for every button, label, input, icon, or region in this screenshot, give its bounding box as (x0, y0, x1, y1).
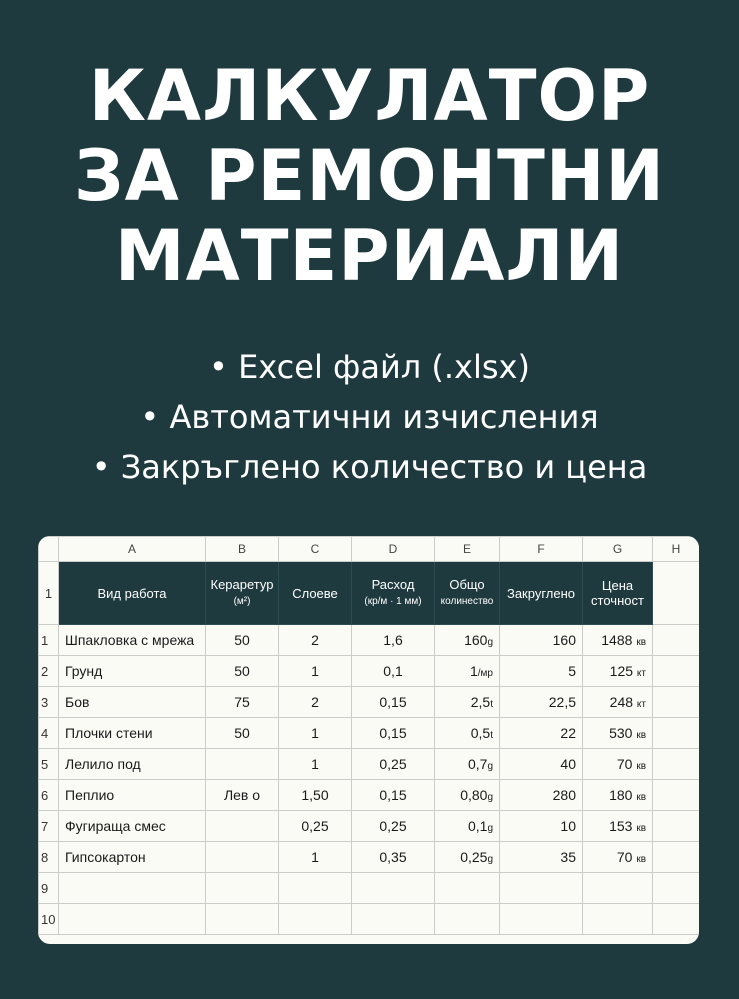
feature-item: • Excel файл (.xlsx) (209, 348, 530, 386)
table-row (39, 749, 700, 780)
cell-total[interactable] (435, 842, 500, 873)
feature-list (0, 342, 739, 492)
total-value: 160 (464, 632, 488, 648)
row-number[interactable]: 10 (39, 904, 59, 935)
cell-area[interactable] (206, 904, 279, 935)
cell-layers[interactable]: 1 (279, 842, 352, 873)
cell-rounded[interactable]: 280 (500, 780, 583, 811)
cell-consumption[interactable]: 0,15 (352, 718, 435, 749)
header-cell-rounded[interactable] (500, 562, 583, 625)
column-header-b[interactable]: B (206, 537, 279, 562)
cell-empty[interactable] (653, 656, 700, 687)
header-cell-layers[interactable] (279, 562, 352, 625)
cell-area[interactable]: Лев о (206, 780, 279, 811)
total-unit: g (487, 854, 493, 865)
cell-empty[interactable] (653, 904, 700, 935)
cell-rounded[interactable]: 5 (500, 656, 583, 687)
spreadsheet (38, 536, 699, 944)
column-header-e[interactable]: E (435, 537, 500, 562)
total-unit: g (487, 823, 493, 834)
header-cell-empty[interactable] (653, 562, 700, 625)
table-row (39, 625, 700, 656)
cell-rounded[interactable] (500, 904, 583, 935)
cell-area[interactable]: 50 (206, 718, 279, 749)
cell-price[interactable] (583, 656, 653, 687)
cell-empty[interactable] (653, 687, 700, 718)
feature-item: • Автоматични изчисления (140, 398, 599, 436)
cell-price[interactable] (583, 749, 653, 780)
cell-rounded[interactable]: 160 (500, 625, 583, 656)
price-unit: кв (636, 730, 646, 741)
total-value: 2,5 (470, 694, 491, 710)
price-value: 248 (609, 694, 634, 710)
header-label: сточност (591, 593, 644, 608)
row-number[interactable]: 7 (39, 811, 59, 842)
column-header-row (39, 537, 700, 562)
price-value: 125 (609, 663, 634, 679)
cell-work-type[interactable]: Гипсокартон (59, 842, 206, 873)
title-line-1: КАЛКУЛАТОР (88, 55, 651, 137)
cell-total[interactable] (435, 811, 500, 842)
title-line-2: ЗА РЕМОНТНИ (73, 135, 666, 217)
price-unit: кт (636, 668, 646, 679)
cell-work-type[interactable]: Плочки стени (59, 718, 206, 749)
cell-area[interactable] (206, 842, 279, 873)
spreadsheet-grid (38, 536, 699, 935)
total-unit: t (490, 699, 493, 710)
total-unit: /мр (477, 668, 493, 679)
cell-price[interactable] (583, 904, 653, 935)
total-unit: g (487, 792, 493, 803)
cell-empty[interactable] (653, 718, 700, 749)
table-row (39, 842, 700, 873)
row-number[interactable]: 4 (39, 718, 59, 749)
row-number[interactable]: 9 (39, 873, 59, 904)
row-number[interactable]: 8 (39, 842, 59, 873)
page-title (0, 56, 739, 296)
header-label: Вид работа (97, 585, 167, 601)
header-sublabel: (м²) (233, 596, 251, 607)
header-cell-consumption[interactable] (352, 562, 435, 625)
cell-empty[interactable] (653, 780, 700, 811)
cell-consumption[interactable]: 0,25 (352, 811, 435, 842)
table-row (39, 780, 700, 811)
cell-empty[interactable] (653, 625, 700, 656)
price-unit: кв (636, 637, 646, 648)
table-row (39, 904, 700, 935)
row-number[interactable]: 6 (39, 780, 59, 811)
header-label: Закруглено (506, 585, 576, 601)
cell-work-type[interactable]: Фугираща смес (59, 811, 206, 842)
cell-consumption[interactable]: 0,1 (352, 656, 435, 687)
price-unit: кв (636, 854, 646, 865)
total-value: 0,80 (460, 787, 488, 803)
cell-consumption[interactable] (352, 873, 435, 904)
cell-price[interactable] (583, 780, 653, 811)
header-cell-total[interactable] (435, 562, 500, 625)
cell-layers[interactable]: 2 (279, 625, 352, 656)
header-label: Керaретур (210, 577, 274, 592)
cell-layers[interactable]: 2 (279, 687, 352, 718)
title-line-3: МАТЕРИАЛИ (114, 215, 625, 297)
price-unit: кв (636, 792, 646, 803)
header-sublabel: (кр/м · 1 мм) (364, 596, 422, 607)
cell-total[interactable] (435, 625, 500, 656)
cell-area[interactable]: 50 (206, 625, 279, 656)
cell-work-type[interactable]: Лелило под (59, 749, 206, 780)
row-number[interactable]: 3 (39, 687, 59, 718)
cell-rounded[interactable]: 40 (500, 749, 583, 780)
cell-work-type[interactable]: Грунд (59, 656, 206, 687)
row-number[interactable]: 2 (39, 656, 59, 687)
cell-total[interactable] (435, 904, 500, 935)
total-unit: t (490, 730, 493, 741)
total-unit: g (487, 637, 493, 648)
table-row (39, 687, 700, 718)
cell-work-type[interactable]: Шпакловка с мрежа (59, 625, 206, 656)
cell-layers[interactable] (279, 873, 352, 904)
cell-area[interactable] (206, 811, 279, 842)
cell-price[interactable] (583, 718, 653, 749)
table-row (39, 718, 700, 749)
total-value: 0,1 (467, 818, 488, 834)
price-value: 180 (609, 787, 633, 803)
corner-cell[interactable] (39, 537, 59, 562)
total-unit: g (487, 761, 493, 772)
row-number[interactable]: 1 (39, 562, 59, 625)
cell-area[interactable] (206, 873, 279, 904)
cell-consumption[interactable]: 0,35 (352, 842, 435, 873)
cell-area[interactable]: 50 (206, 656, 279, 687)
header-label: Расход (371, 577, 415, 592)
cell-empty[interactable] (653, 749, 700, 780)
cell-rounded[interactable]: 22,5 (500, 687, 583, 718)
column-header-d[interactable]: D (352, 537, 435, 562)
header-sublabel: колинество (440, 596, 494, 607)
table-row (39, 656, 700, 687)
cell-layers[interactable]: 1,50 (279, 780, 352, 811)
cell-consumption[interactable]: 0,15 (352, 780, 435, 811)
cell-total[interactable] (435, 687, 500, 718)
cell-total[interactable] (435, 749, 500, 780)
cell-empty[interactable] (653, 873, 700, 904)
cell-price[interactable] (583, 687, 653, 718)
row-number[interactable]: 1 (39, 625, 59, 656)
header-label: Слоеве (292, 585, 338, 601)
cell-consumption[interactable]: 1,6 (352, 625, 435, 656)
column-header-h[interactable]: H (653, 537, 700, 562)
cell-rounded[interactable]: 22 (500, 718, 583, 749)
cell-consumption[interactable] (352, 904, 435, 935)
cell-total[interactable] (435, 780, 500, 811)
cell-total[interactable] (435, 873, 500, 904)
price-value: 153 (609, 818, 633, 834)
column-header-c[interactable]: C (279, 537, 352, 562)
cell-rounded[interactable]: 35 (500, 842, 583, 873)
cell-total[interactable] (435, 656, 500, 687)
cell-rounded[interactable] (500, 873, 583, 904)
cell-layers[interactable]: 1 (279, 749, 352, 780)
cell-work-type[interactable] (59, 873, 206, 904)
price-unit: кт (636, 699, 646, 710)
cell-work-type[interactable] (59, 904, 206, 935)
price-value: 530 (609, 725, 633, 741)
header-label: Общо (449, 577, 485, 592)
cell-work-type[interactable]: Пеплио (59, 780, 206, 811)
cell-area[interactable]: 75 (206, 687, 279, 718)
price-value: 70 (616, 849, 633, 865)
cell-consumption[interactable]: 0,25 (352, 749, 435, 780)
header-cell-area[interactable] (206, 562, 279, 625)
cell-rounded[interactable]: 10 (500, 811, 583, 842)
header-label: Цена (601, 578, 634, 593)
price-value: 1488 (601, 632, 633, 648)
header-cell-price[interactable] (583, 562, 653, 625)
total-value: 0,5 (470, 725, 491, 741)
price-value: 70 (616, 756, 633, 772)
total-value: 1 (469, 663, 478, 679)
cell-empty[interactable] (653, 842, 700, 873)
price-unit: кв (636, 823, 646, 834)
cell-layers[interactable]: 1 (279, 718, 352, 749)
total-value: 0,7 (467, 756, 488, 772)
cell-layers[interactable]: 0,25 (279, 811, 352, 842)
cell-price[interactable] (583, 811, 653, 842)
cell-price[interactable] (583, 873, 653, 904)
column-header-f[interactable]: F (500, 537, 583, 562)
column-header-g[interactable]: G (583, 537, 653, 562)
table-body (39, 625, 700, 935)
cell-layers[interactable]: 1 (279, 656, 352, 687)
cell-total[interactable] (435, 718, 500, 749)
cell-empty[interactable] (653, 811, 700, 842)
total-value: 0,25 (460, 849, 488, 865)
cell-price[interactable] (583, 625, 653, 656)
column-header-a[interactable]: A (59, 537, 206, 562)
row-number[interactable]: 5 (39, 749, 59, 780)
header-cell-work-type[interactable] (59, 562, 206, 625)
table-row (39, 811, 700, 842)
feature-item: • Закръглено количество и цена (91, 448, 648, 486)
cell-price[interactable] (583, 842, 653, 873)
table-header-row (39, 562, 700, 625)
cell-consumption[interactable]: 0,15 (352, 687, 435, 718)
table-row (39, 873, 700, 904)
price-unit: кв (636, 761, 646, 772)
cell-area[interactable] (206, 749, 279, 780)
cell-work-type[interactable]: Бов (59, 687, 206, 718)
cell-layers[interactable] (279, 904, 352, 935)
